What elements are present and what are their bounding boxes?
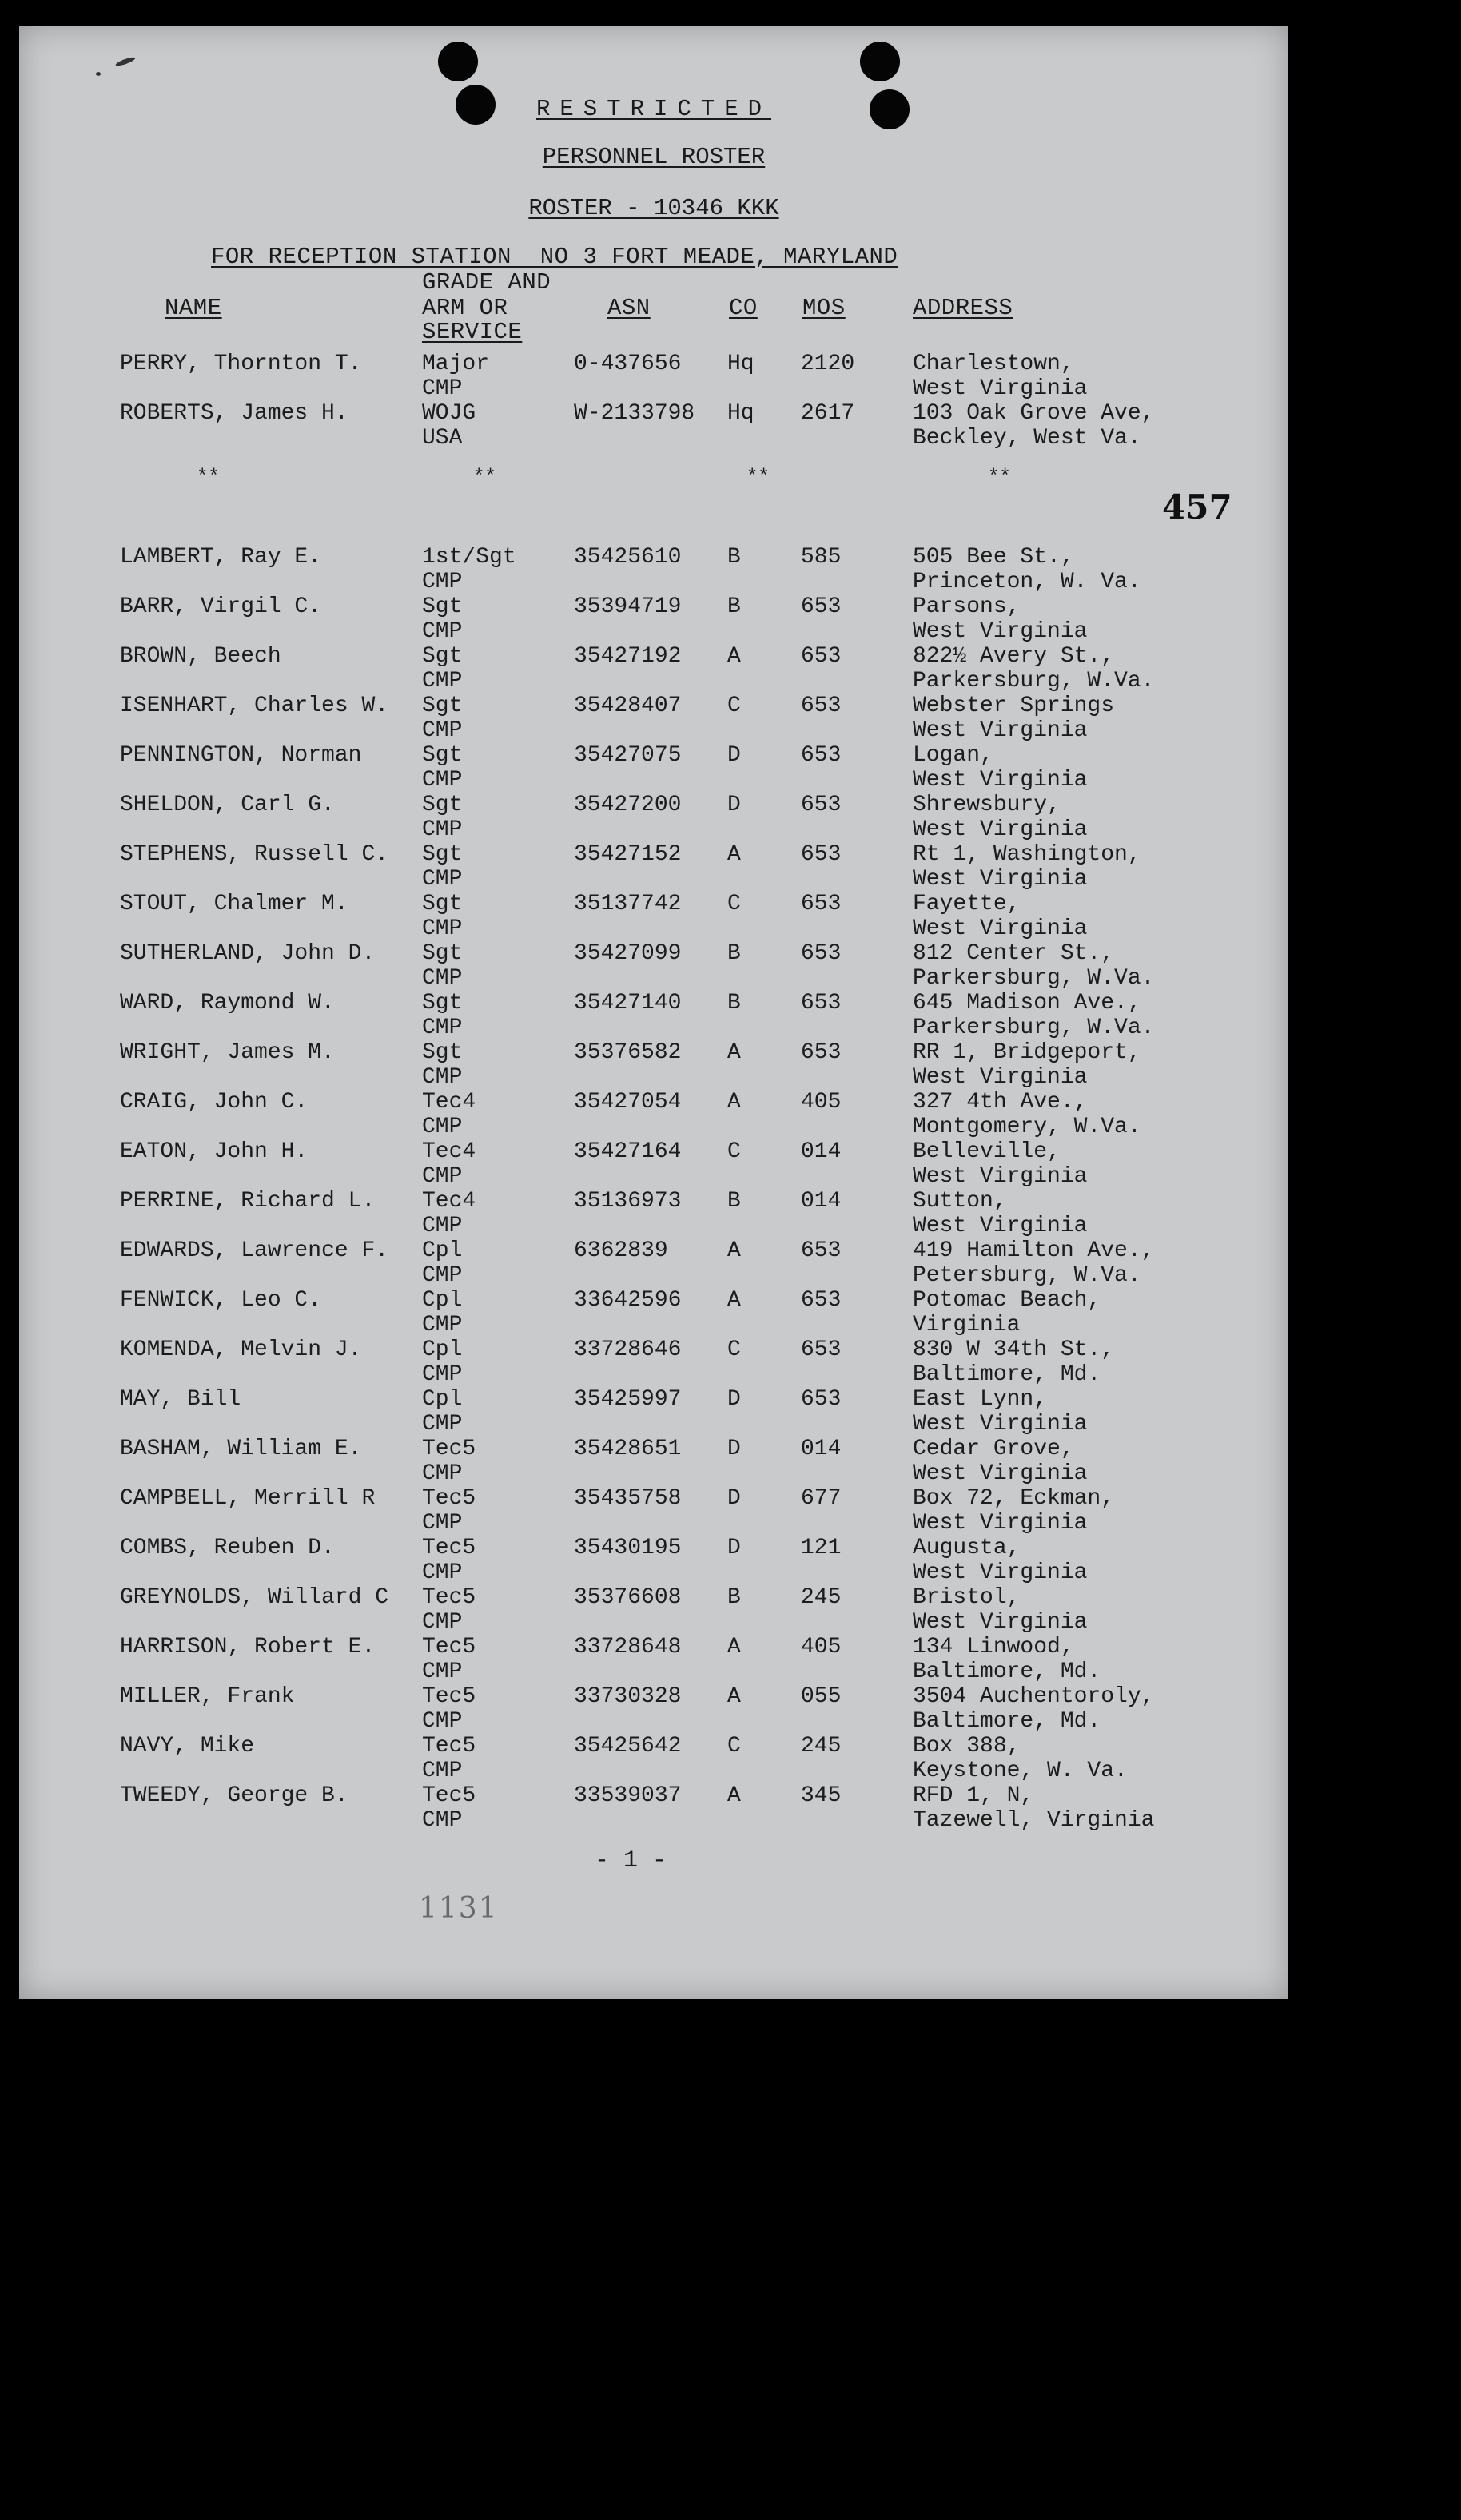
mos: 653 — [801, 594, 842, 619]
address-line-2: Tazewell, Virginia — [913, 1808, 1155, 1833]
grade: Tec5 — [422, 1536, 476, 1560]
address-line-1: Sutton, — [913, 1189, 1007, 1214]
mos: 245 — [801, 1734, 842, 1759]
arm-of-service: CMP — [422, 1214, 463, 1238]
company: B — [727, 941, 741, 966]
punch-hole — [438, 42, 478, 81]
asn: 35428407 — [574, 694, 682, 718]
address-line-1: Potomac Beach, — [913, 1288, 1101, 1313]
roster-row — [19, 1040, 1288, 1090]
roster-row — [19, 1734, 1288, 1783]
mos: 653 — [801, 941, 842, 966]
person-name: LAMBERT, Ray E. — [120, 545, 322, 570]
asn: 0-437656 — [574, 352, 682, 376]
stamped-page-number: 457 — [1162, 487, 1232, 527]
roster-row — [19, 352, 1288, 401]
roster-page — [19, 26, 1288, 1999]
roster-row — [19, 401, 1288, 451]
arm-of-service: CMP — [422, 619, 463, 644]
company: C — [727, 1734, 741, 1759]
grade: 1st/Sgt — [422, 545, 516, 570]
grade: Tec4 — [422, 1090, 476, 1115]
person-name: BARR, Virgil C. — [120, 594, 322, 619]
person-name: FENWICK, Leo C. — [120, 1288, 322, 1313]
person-name: ISENHART, Charles W. — [120, 694, 389, 718]
asn: 35428651 — [574, 1437, 682, 1461]
asn: 35427054 — [574, 1090, 682, 1115]
arm-of-service: CMP — [422, 1709, 463, 1734]
mos: 653 — [801, 694, 842, 718]
grade: Sgt — [422, 991, 463, 1016]
mos: 405 — [801, 1090, 842, 1115]
address-line-2: West Virginia — [913, 1461, 1088, 1486]
column-header-co: CO — [729, 295, 758, 321]
person-name: NAVY, Mike — [120, 1734, 255, 1759]
roster-row — [19, 941, 1288, 991]
company: D — [727, 793, 741, 817]
person-name: KOMENDA, Melvin J. — [120, 1338, 362, 1362]
address-line-1: 822½ Avery St., — [913, 644, 1115, 669]
column-header-mos: MOS — [802, 295, 846, 321]
paper-mark — [115, 56, 136, 68]
address-line-2: Baltimore, Md. — [913, 1362, 1101, 1387]
roster-row — [19, 892, 1288, 941]
roster-row — [19, 1635, 1288, 1684]
address-line-1: East Lynn, — [913, 1387, 1048, 1412]
grade: Sgt — [422, 892, 463, 916]
mos: 2617 — [801, 401, 855, 426]
person-name: CRAIG, John C. — [120, 1090, 309, 1115]
company: A — [727, 644, 741, 669]
address-line-1: Parsons, — [913, 594, 1021, 619]
address-line-1: Shrewsbury, — [913, 793, 1061, 817]
roster-row — [19, 545, 1288, 594]
separator-stars: ** — [988, 467, 1011, 488]
address-line-1: Charlestown, — [913, 352, 1074, 376]
person-name: BROWN, Beech — [120, 644, 281, 669]
arm-of-service: CMP — [422, 1115, 463, 1139]
mos: 653 — [801, 1238, 842, 1263]
arm-of-service: CMP — [422, 1610, 463, 1635]
mos: 653 — [801, 842, 842, 867]
company: D — [727, 1387, 741, 1412]
company: D — [727, 1536, 741, 1560]
address-line-2: West Virginia — [913, 1412, 1088, 1437]
person-name: CAMPBELL, Merrill R — [120, 1486, 376, 1511]
roster-row — [19, 1288, 1288, 1338]
address-line-1: Box 72, Eckman, — [913, 1486, 1115, 1511]
mos: 677 — [801, 1486, 842, 1511]
arm-of-service: CMP — [422, 1461, 463, 1486]
address-line-1: Bristol, — [913, 1585, 1021, 1610]
arm-of-service: CMP — [422, 1511, 463, 1536]
mos: 653 — [801, 793, 842, 817]
arm-of-service: CMP — [422, 768, 463, 793]
asn: 35425642 — [574, 1734, 682, 1759]
arm-of-service: CMP — [422, 916, 463, 941]
person-name: MAY, Bill — [120, 1387, 241, 1412]
arm-of-service: CMP — [422, 1759, 463, 1783]
grade: Tec5 — [422, 1734, 476, 1759]
arm-of-service: CMP — [422, 1659, 463, 1684]
column-header-grade-bottom: SERVICE — [422, 319, 523, 345]
address-line-2: Beckley, West Va. — [913, 426, 1141, 451]
asn: 35427164 — [574, 1139, 682, 1164]
address-line-1: 505 Bee St., — [913, 545, 1074, 570]
address-line-2: West Virginia — [913, 867, 1088, 892]
person-name: ROBERTS, James H. — [120, 401, 348, 426]
address-line-1: Logan, — [913, 743, 993, 768]
asn: 35376582 — [574, 1040, 682, 1065]
grade: Tec5 — [422, 1635, 476, 1659]
asn: 33539037 — [574, 1783, 682, 1808]
mos: 345 — [801, 1783, 842, 1808]
person-name: SUTHERLAND, John D. — [120, 941, 376, 966]
company: A — [727, 1635, 741, 1659]
roster-row — [19, 793, 1288, 842]
mos: 014 — [801, 1139, 842, 1164]
address-line-2: West Virginia — [913, 1065, 1088, 1090]
mos: 121 — [801, 1536, 842, 1560]
mos: 405 — [801, 1635, 842, 1659]
company: B — [727, 594, 741, 619]
separator-stars: ** — [746, 467, 770, 488]
person-name: EATON, John H. — [120, 1139, 309, 1164]
asn: 35394719 — [574, 594, 682, 619]
asn: 35430195 — [574, 1536, 682, 1560]
address-line-2: West Virginia — [913, 376, 1088, 401]
company: C — [727, 892, 741, 916]
column-header-grade-top: GRADE AND — [422, 269, 551, 296]
person-name: PERRINE, Richard L. — [120, 1189, 376, 1214]
mos: 653 — [801, 1288, 842, 1313]
asn: 35425997 — [574, 1387, 682, 1412]
address-line-2: West Virginia — [913, 1164, 1088, 1189]
column-header-address: ADDRESS — [913, 295, 1013, 321]
separator-stars: ** — [197, 467, 220, 488]
address-line-2: Baltimore, Md. — [913, 1659, 1101, 1684]
address-line-1: 3504 Auchentoroly, — [913, 1684, 1155, 1709]
arm-of-service: CMP — [422, 1313, 463, 1338]
person-name: SHELDON, Carl G. — [120, 793, 335, 817]
company: C — [727, 1338, 741, 1362]
grade: Tec5 — [422, 1486, 476, 1511]
arm-of-service: CMP — [422, 669, 463, 694]
address-line-2: West Virginia — [913, 1214, 1088, 1238]
column-header-grade-mid: ARM OR — [422, 295, 508, 321]
address-line-2: West Virginia — [913, 1610, 1088, 1635]
arm-of-service: CMP — [422, 1808, 463, 1833]
person-name: PENNINGTON, Norman — [120, 743, 362, 768]
company: A — [727, 1090, 741, 1115]
asn: 35425610 — [574, 545, 682, 570]
address-line-1: 645 Madison Ave., — [913, 991, 1141, 1016]
roster-number: ROSTER - 10346 KKK — [528, 195, 779, 221]
address-line-1: 103 Oak Grove Ave, — [913, 401, 1155, 426]
address-line-1: Cedar Grove, — [913, 1437, 1074, 1461]
person-name: WARD, Raymond W. — [120, 991, 335, 1016]
roster-row — [19, 1783, 1288, 1833]
roster-row — [19, 1684, 1288, 1734]
mos: 245 — [801, 1585, 842, 1610]
person-name: STOUT, Chalmer M. — [120, 892, 348, 916]
company: A — [727, 1684, 741, 1709]
grade: Major — [422, 352, 490, 376]
roster-row — [19, 1486, 1288, 1536]
asn: 35427075 — [574, 743, 682, 768]
page-number: - 1 - — [595, 1847, 667, 1874]
company: Hq — [727, 401, 754, 426]
arm-of-service: USA — [422, 426, 463, 451]
grade: Tec5 — [422, 1783, 476, 1808]
arm-of-service: CMP — [422, 1412, 463, 1437]
grade: Tec4 — [422, 1189, 476, 1214]
grade: Sgt — [422, 644, 463, 669]
address-line-2: West Virginia — [913, 1560, 1088, 1585]
grade: Sgt — [422, 694, 463, 718]
address-line-1: Webster Springs — [913, 694, 1115, 718]
company: D — [727, 1437, 741, 1461]
address-line-2: Parkersburg, W.Va. — [913, 1016, 1155, 1040]
address-line-2: Montgomery, W.Va. — [913, 1115, 1141, 1139]
address-line-2: Petersburg, W.Va. — [913, 1263, 1141, 1288]
arm-of-service: CMP — [422, 1164, 463, 1189]
arm-of-service: CMP — [422, 570, 463, 594]
address-line-2: West Virginia — [913, 916, 1088, 941]
roster-row — [19, 1189, 1288, 1238]
address-line-1: Box 388, — [913, 1734, 1021, 1759]
address-line-1: Augusta, — [913, 1536, 1021, 1560]
grade: Tec5 — [422, 1437, 476, 1461]
mos: 2120 — [801, 352, 855, 376]
arm-of-service: CMP — [422, 718, 463, 743]
asn: 35427152 — [574, 842, 682, 867]
classification-heading: RESTRICTED — [535, 96, 772, 122]
separator-stars: ** — [473, 467, 496, 488]
mos: 653 — [801, 991, 842, 1016]
arm-of-service: CMP — [422, 867, 463, 892]
mos: 055 — [801, 1684, 842, 1709]
mos: 653 — [801, 1387, 842, 1412]
company: B — [727, 991, 741, 1016]
address-line-1: 812 Center St., — [913, 941, 1115, 966]
company: C — [727, 694, 741, 718]
mos: 585 — [801, 545, 842, 570]
asn: 33728646 — [574, 1338, 682, 1362]
arm-of-service: CMP — [422, 966, 463, 991]
company: A — [727, 1040, 741, 1065]
document-title: PERSONNEL ROSTER — [542, 144, 766, 170]
column-header-name: NAME — [165, 295, 222, 321]
grade: Sgt — [422, 793, 463, 817]
arm-of-service: CMP — [422, 817, 463, 842]
person-name: STEPHENS, Russell C. — [120, 842, 389, 867]
roster-row — [19, 1585, 1288, 1635]
address-line-2: Baltimore, Md. — [913, 1709, 1101, 1734]
asn: 6362839 — [574, 1238, 668, 1263]
company: B — [727, 1585, 741, 1610]
roster-row — [19, 1090, 1288, 1139]
roster-row — [19, 1139, 1288, 1189]
person-name: GREYNOLDS, Willard C — [120, 1585, 389, 1610]
station-line: FOR RECEPTION STATION NO 3 FORT MEADE, MARYLAND — [211, 244, 898, 270]
address-line-1: 419 Hamilton Ave., — [913, 1238, 1155, 1263]
roster-row — [19, 1338, 1288, 1387]
address-line-2: Parkersburg, W.Va. — [913, 669, 1155, 694]
asn: 35427200 — [574, 793, 682, 817]
address-line-2: West Virginia — [913, 768, 1088, 793]
paper-mark — [96, 72, 101, 76]
asn: W-2133798 — [574, 401, 695, 426]
company: B — [727, 1189, 741, 1214]
person-name: EDWARDS, Lawrence F. — [120, 1238, 389, 1263]
person-name: COMBS, Reuben D. — [120, 1536, 335, 1560]
asn: 35427099 — [574, 941, 682, 966]
address-line-1: 327 4th Ave., — [913, 1090, 1088, 1115]
address-line-2: West Virginia — [913, 817, 1088, 842]
roster-row — [19, 1437, 1288, 1486]
grade: Sgt — [422, 594, 463, 619]
asn: 35137742 — [574, 892, 682, 916]
arm-of-service: CMP — [422, 1016, 463, 1040]
grade: Sgt — [422, 941, 463, 966]
grade: Sgt — [422, 1040, 463, 1065]
company: A — [727, 1238, 741, 1263]
company: A — [727, 1783, 741, 1808]
mos: 653 — [801, 1040, 842, 1065]
asn: 35136973 — [574, 1189, 682, 1214]
asn: 35427192 — [574, 644, 682, 669]
roster-row — [19, 694, 1288, 743]
address-line-1: 830 W 34th St., — [913, 1338, 1115, 1362]
column-header-asn: ASN — [607, 295, 651, 321]
roster-row — [19, 644, 1288, 694]
company: D — [727, 743, 741, 768]
person-name: PERRY, Thornton T. — [120, 352, 362, 376]
address-line-2: West Virginia — [913, 619, 1088, 644]
person-name: WRIGHT, James M. — [120, 1040, 335, 1065]
address-line-1: Rt 1, Washington, — [913, 842, 1141, 867]
roster-row — [19, 743, 1288, 793]
asn: 33730328 — [574, 1684, 682, 1709]
asn: 35376608 — [574, 1585, 682, 1610]
address-line-2: Princeton, W. Va. — [913, 570, 1141, 594]
person-name: HARRISON, Robert E. — [120, 1635, 376, 1659]
company: D — [727, 1486, 741, 1511]
roster-row — [19, 1387, 1288, 1437]
company: C — [727, 1139, 741, 1164]
grade: Tec5 — [422, 1585, 476, 1610]
arm-of-service: CMP — [422, 1362, 463, 1387]
address-line-1: RFD 1, N, — [913, 1783, 1034, 1808]
address-line-1: Fayette, — [913, 892, 1021, 916]
grade: Tec4 — [422, 1139, 476, 1164]
asn: 35435758 — [574, 1486, 682, 1511]
address-line-1: Belleville, — [913, 1139, 1061, 1164]
grade: Cpl — [422, 1387, 463, 1412]
grade: Sgt — [422, 743, 463, 768]
address-line-2: West Virginia — [913, 1511, 1088, 1536]
arm-of-service: CMP — [422, 1560, 463, 1585]
roster-row — [19, 842, 1288, 892]
arm-of-service: CMP — [422, 1263, 463, 1288]
mos: 653 — [801, 892, 842, 916]
person-name: TWEEDY, George B. — [120, 1783, 348, 1808]
mos: 653 — [801, 743, 842, 768]
asn: 35427140 — [574, 991, 682, 1016]
asn: 33728648 — [574, 1635, 682, 1659]
mos: 014 — [801, 1189, 842, 1214]
address-line-2: Keystone, W. Va. — [913, 1759, 1128, 1783]
grade: Sgt — [422, 842, 463, 867]
company: A — [727, 842, 741, 867]
grade: Cpl — [422, 1238, 463, 1263]
file-number: 1131 — [419, 1892, 499, 1925]
asn: 33642596 — [574, 1288, 682, 1313]
roster-row — [19, 1536, 1288, 1585]
arm-of-service: CMP — [422, 376, 463, 401]
address-line-1: RR 1, Bridgeport, — [913, 1040, 1141, 1065]
address-line-1: 134 Linwood, — [913, 1635, 1074, 1659]
company: B — [727, 545, 741, 570]
punch-hole — [860, 42, 900, 81]
grade: Tec5 — [422, 1684, 476, 1709]
company: A — [727, 1288, 741, 1313]
person-name: BASHAM, William E. — [120, 1437, 362, 1461]
roster-row — [19, 594, 1288, 644]
arm-of-service: CMP — [422, 1065, 463, 1090]
grade: Cpl — [422, 1288, 463, 1313]
grade: WOJG — [422, 401, 476, 426]
mos: 653 — [801, 644, 842, 669]
person-name: MILLER, Frank — [120, 1684, 295, 1709]
grade: Cpl — [422, 1338, 463, 1362]
address-line-2: West Virginia — [913, 718, 1088, 743]
roster-row — [19, 1238, 1288, 1288]
address-line-2: Virginia — [913, 1313, 1021, 1338]
mos: 653 — [801, 1338, 842, 1362]
company: Hq — [727, 352, 754, 376]
roster-row — [19, 991, 1288, 1040]
mos: 014 — [801, 1437, 842, 1461]
address-line-2: Parkersburg, W.Va. — [913, 966, 1155, 991]
